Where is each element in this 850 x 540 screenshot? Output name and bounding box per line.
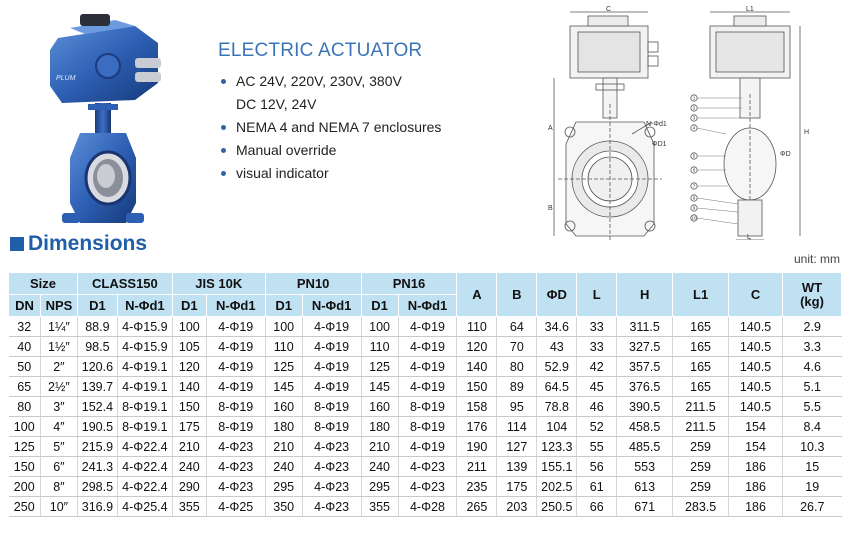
table-cell: 110	[265, 337, 302, 357]
label-B: B	[548, 205, 553, 212]
table-row	[9, 417, 842, 437]
table-cell: 104	[537, 417, 577, 437]
table-cell: 203	[497, 497, 537, 517]
table-cell: 265	[457, 497, 497, 517]
table-cell: 4-Φ15.9	[117, 317, 172, 337]
table-cell: 4-Φ19	[206, 357, 265, 377]
table-cell: 4-Φ19	[206, 317, 265, 337]
table-cell: 98.5	[77, 337, 117, 357]
table-cell: 123.3	[537, 437, 577, 457]
table-cell: 3″	[40, 397, 77, 417]
table-cell: 4-Φ23	[398, 477, 457, 497]
table-cell: 4-Φ22.4	[117, 477, 172, 497]
header-H: H	[617, 273, 673, 317]
label-A: A	[548, 125, 553, 132]
feature-panel	[218, 40, 538, 185]
table-cell: 155.1	[537, 457, 577, 477]
table-cell: 295	[265, 477, 302, 497]
feature-item: Manual override	[218, 139, 538, 162]
table-cell: 4-Φ19	[398, 357, 457, 377]
table-cell: 4-Φ19	[398, 337, 457, 357]
table-cell: 150	[9, 457, 41, 477]
table-cell: 120.6	[77, 357, 117, 377]
heading-square-icon	[10, 237, 24, 251]
table-cell: 120	[172, 357, 206, 377]
table-cell: 235	[457, 477, 497, 497]
table-cell: 165	[673, 337, 729, 357]
table-cell: 8-Φ19	[398, 397, 457, 417]
table-cell: 458.5	[617, 417, 673, 437]
table-row	[9, 497, 842, 517]
table-cell: 40	[9, 337, 41, 357]
table-cell: 211.5	[673, 417, 729, 437]
table-cell: 211	[457, 457, 497, 477]
table-cell: 1¼″	[40, 317, 77, 337]
table-row	[9, 477, 842, 497]
table-cell: 125	[9, 437, 41, 457]
table-body	[9, 317, 842, 517]
table-cell: 10″	[40, 497, 77, 517]
table-cell: 250.5	[537, 497, 577, 517]
table-cell: 160	[361, 397, 398, 417]
table-cell: 52.9	[537, 357, 577, 377]
table-cell: 4-Φ19	[302, 337, 361, 357]
technical-drawing	[548, 4, 844, 240]
label-N-d1: N-Φd1	[646, 121, 667, 128]
header-pn16: PN16	[361, 273, 457, 295]
table-cell: 210	[361, 437, 398, 457]
callout-number: 9	[692, 205, 696, 211]
table-cell: 200	[9, 477, 41, 497]
table-cell: 175	[172, 417, 206, 437]
table-cell: 46	[577, 397, 617, 417]
table-cell: 145	[361, 377, 398, 397]
callout-number: 8	[692, 195, 696, 201]
table-cell: 8″	[40, 477, 77, 497]
header-jis10k: JIS 10K	[172, 273, 265, 295]
table-cell: 61	[577, 477, 617, 497]
table-cell: 125	[361, 357, 398, 377]
table-cell: 43	[537, 337, 577, 357]
table-row	[9, 317, 842, 337]
table-cell: 190.5	[77, 417, 117, 437]
table-cell: 3.3	[782, 337, 841, 357]
table-cell: 154	[729, 417, 783, 437]
table-cell: 4-Φ23	[302, 497, 361, 517]
product-photo	[40, 8, 200, 233]
table-cell: 10.3	[782, 437, 841, 457]
table-row	[9, 357, 842, 377]
table-cell: 350	[265, 497, 302, 517]
header-D: ΦD	[537, 273, 577, 317]
subheader-D1: D1	[265, 295, 302, 317]
table-cell: 376.5	[617, 377, 673, 397]
table-cell: 241.3	[77, 457, 117, 477]
table-cell: 160	[265, 397, 302, 417]
table-cell: 140.5	[729, 397, 783, 417]
table-cell: 250	[9, 497, 41, 517]
table-cell: 215.9	[77, 437, 117, 457]
table-cell: 64.5	[537, 377, 577, 397]
table-cell: 5.1	[782, 377, 841, 397]
table-cell: 140.5	[729, 317, 783, 337]
table-cell: 120	[457, 337, 497, 357]
table-cell: 4-Φ19	[398, 317, 457, 337]
table-cell: 355	[361, 497, 398, 517]
table-cell: 4-Φ25	[206, 497, 265, 517]
table-cell: 80	[497, 357, 537, 377]
table-cell: 78.8	[537, 397, 577, 417]
callout-number: 10	[691, 215, 697, 221]
dimensions-table	[8, 272, 842, 517]
table-cell: 175	[497, 477, 537, 497]
table-cell: 186	[729, 457, 783, 477]
table-cell: 2½″	[40, 377, 77, 397]
table-cell: 210	[265, 437, 302, 457]
table-cell: 8-Φ19	[302, 417, 361, 437]
table-row	[9, 377, 842, 397]
table-cell: 4.6	[782, 357, 841, 377]
table-cell: 4-Φ19	[302, 357, 361, 377]
table-cell: 6″	[40, 457, 77, 477]
table-cell: 140.5	[729, 357, 783, 377]
table-row	[9, 437, 842, 457]
table-cell: 4-Φ19	[398, 437, 457, 457]
table-cell: 19	[782, 477, 841, 497]
table-cell: 355	[172, 497, 206, 517]
table-cell: 4-Φ23	[398, 457, 457, 477]
table-cell: 139.7	[77, 377, 117, 397]
table-cell: 295	[361, 477, 398, 497]
feature-item: visual indicator	[218, 162, 538, 185]
table-cell: 140	[172, 377, 206, 397]
table-cell: 357.5	[617, 357, 673, 377]
table-cell: 4-Φ23	[302, 437, 361, 457]
header-size: Size	[9, 273, 78, 295]
table-cell: 15	[782, 457, 841, 477]
table-cell: 4-Φ22.4	[117, 437, 172, 457]
table-cell: 186	[729, 477, 783, 497]
table-cell: 8-Φ19.1	[117, 397, 172, 417]
label-L1: L1	[746, 6, 754, 13]
table-cell: 4-Φ19.1	[117, 377, 172, 397]
table-cell: 8-Φ19.1	[117, 417, 172, 437]
table-cell: 8-Φ19	[206, 397, 265, 417]
subheader-D1: D1	[172, 295, 206, 317]
table-cell: 190	[457, 437, 497, 457]
callout-number: 1	[692, 95, 696, 101]
feature-list	[218, 70, 538, 185]
table-cell: 8-Φ19	[398, 417, 457, 437]
table-cell: 65	[9, 377, 41, 397]
table-cell: 127	[497, 437, 537, 457]
table-cell: 26.7	[782, 497, 841, 517]
table-cell: 70	[497, 337, 537, 357]
callout-number: 5	[692, 153, 696, 159]
table-cell: 176	[457, 417, 497, 437]
header-C: C	[729, 273, 783, 317]
table-cell: 8-Φ19	[206, 417, 265, 437]
table-cell: 5.5	[782, 397, 841, 417]
label-L: L	[747, 234, 751, 240]
table-cell: 45	[577, 377, 617, 397]
table-cell: 613	[617, 477, 673, 497]
subheader-D1: D1	[77, 295, 117, 317]
table-cell: 180	[265, 417, 302, 437]
table-cell: 2.9	[782, 317, 841, 337]
table-cell: 4-Φ23	[302, 457, 361, 477]
table-cell: 165	[673, 357, 729, 377]
table-cell: 4-Φ19	[302, 377, 361, 397]
table-cell: 180	[361, 417, 398, 437]
brand-text: PLUM	[56, 75, 76, 82]
table-cell: 4-Φ28	[398, 497, 457, 517]
table-cell: 42	[577, 357, 617, 377]
header-WT: WT (kg)	[782, 273, 841, 317]
label-C: C	[606, 6, 612, 13]
table-cell: 311.5	[617, 317, 673, 337]
table-cell: 4-Φ19	[398, 377, 457, 397]
table-cell: 158	[457, 397, 497, 417]
table-cell: 154	[729, 437, 783, 457]
table-cell: 553	[617, 457, 673, 477]
table-cell: 110	[457, 317, 497, 337]
table-cell: 4-Φ19	[206, 377, 265, 397]
table-cell: 4-Φ19	[206, 337, 265, 357]
table-cell: 8-Φ19	[302, 397, 361, 417]
table-cell: 211.5	[673, 397, 729, 417]
table-cell: 283.5	[673, 497, 729, 517]
table-cell: 88.9	[77, 317, 117, 337]
table-cell: 2″	[40, 357, 77, 377]
table-cell: 105	[172, 337, 206, 357]
table-cell: 4-Φ23	[206, 437, 265, 457]
table-cell: 150	[172, 397, 206, 417]
label-D1: ΦD1	[652, 141, 667, 148]
table-cell: 80	[9, 397, 41, 417]
label-H: H	[804, 129, 810, 136]
callout-number: 3	[692, 115, 696, 121]
table-cell: 4-Φ23	[206, 457, 265, 477]
table-row	[9, 397, 842, 417]
table-cell: 240	[172, 457, 206, 477]
callout-number: 6	[692, 167, 696, 173]
unit-label: unit: mm	[793, 252, 840, 266]
table-cell: 114	[497, 417, 537, 437]
table-cell: 4″	[40, 417, 77, 437]
subheader-DN: DN	[9, 295, 41, 317]
table-cell: 5″	[40, 437, 77, 457]
section-heading	[10, 232, 147, 256]
table-cell: 165	[673, 317, 729, 337]
table-cell: 259	[673, 477, 729, 497]
subheader-NPS: NPS	[40, 295, 77, 317]
section-title: Dimensions	[28, 232, 148, 255]
table-cell: 64	[497, 317, 537, 337]
table-cell: 150	[457, 377, 497, 397]
table-cell: 485.5	[617, 437, 673, 457]
header-class150: CLASS150	[77, 273, 172, 295]
table-cell: 290	[172, 477, 206, 497]
table-cell: 100	[9, 417, 41, 437]
callout-number: 7	[692, 183, 696, 189]
feature-item: NEMA 4 and NEMA 7 enclosures	[218, 116, 538, 139]
table-cell: 4-Φ23	[206, 477, 265, 497]
table-row	[9, 457, 842, 477]
table-cell: 316.9	[77, 497, 117, 517]
table-cell: 55	[577, 437, 617, 457]
table-cell: 95	[497, 397, 537, 417]
table-cell: 50	[9, 357, 41, 377]
table-cell: 240	[265, 457, 302, 477]
table-cell: 100	[361, 317, 398, 337]
subheader-N-d1: N-Φd1	[117, 295, 172, 317]
table-cell: 56	[577, 457, 617, 477]
table-cell: 298.5	[77, 477, 117, 497]
table-cell: 125	[265, 357, 302, 377]
table-cell: 165	[673, 377, 729, 397]
header-L: L	[577, 273, 617, 317]
table-cell: 1½″	[40, 337, 77, 357]
table-cell: 140.5	[729, 337, 783, 357]
subheader-D1: D1	[361, 295, 398, 317]
subheader-N-d1: N-Φd1	[206, 295, 265, 317]
callout-number: 2	[692, 105, 696, 111]
table-cell: 4-Φ22.4	[117, 457, 172, 477]
table-cell: 202.5	[537, 477, 577, 497]
table-cell: 140.5	[729, 377, 783, 397]
table-cell: 66	[577, 497, 617, 517]
label-D: ΦD	[780, 151, 791, 158]
header-A: A	[457, 273, 497, 317]
table-cell: 390.5	[617, 397, 673, 417]
table-row	[9, 337, 842, 357]
table-cell: 4-Φ23	[302, 477, 361, 497]
table-cell: 8.4	[782, 417, 841, 437]
subheader-N-d1: N-Φd1	[302, 295, 361, 317]
table-cell: 145	[265, 377, 302, 397]
table-cell: 4-Φ25.4	[117, 497, 172, 517]
table-cell: 259	[673, 457, 729, 477]
table-cell: 4-Φ15.9	[117, 337, 172, 357]
feature-title: ELECTRIC ACTUATOR	[218, 40, 423, 61]
table-cell: 210	[172, 437, 206, 457]
table-cell: 186	[729, 497, 783, 517]
header-L1: L1	[673, 273, 729, 317]
table-cell: 259	[673, 437, 729, 457]
table-cell: 33	[577, 317, 617, 337]
table-cell: 100	[172, 317, 206, 337]
table-cell: 4-Φ19.1	[117, 357, 172, 377]
table-cell: 52	[577, 417, 617, 437]
feature-item: DC 12V, 24V	[236, 96, 317, 112]
feature-item: AC 24V, 220V, 230V, 380V	[218, 70, 538, 93]
table-cell: 152.4	[77, 397, 117, 417]
table-cell: 32	[9, 317, 41, 337]
table-cell: 34.6	[537, 317, 577, 337]
table-cell: 139	[497, 457, 537, 477]
callout-number: 4	[692, 125, 696, 131]
table-cell: 240	[361, 457, 398, 477]
header-B: B	[497, 273, 537, 317]
table-cell: 33	[577, 337, 617, 357]
header-pn10: PN10	[265, 273, 361, 295]
table-cell: 89	[497, 377, 537, 397]
table-cell: 140	[457, 357, 497, 377]
subheader-N-d1: N-Φd1	[398, 295, 457, 317]
table-cell: 671	[617, 497, 673, 517]
table-cell: 4-Φ19	[302, 317, 361, 337]
table-cell: 327.5	[617, 337, 673, 357]
table-cell: 110	[361, 337, 398, 357]
table-cell: 100	[265, 317, 302, 337]
